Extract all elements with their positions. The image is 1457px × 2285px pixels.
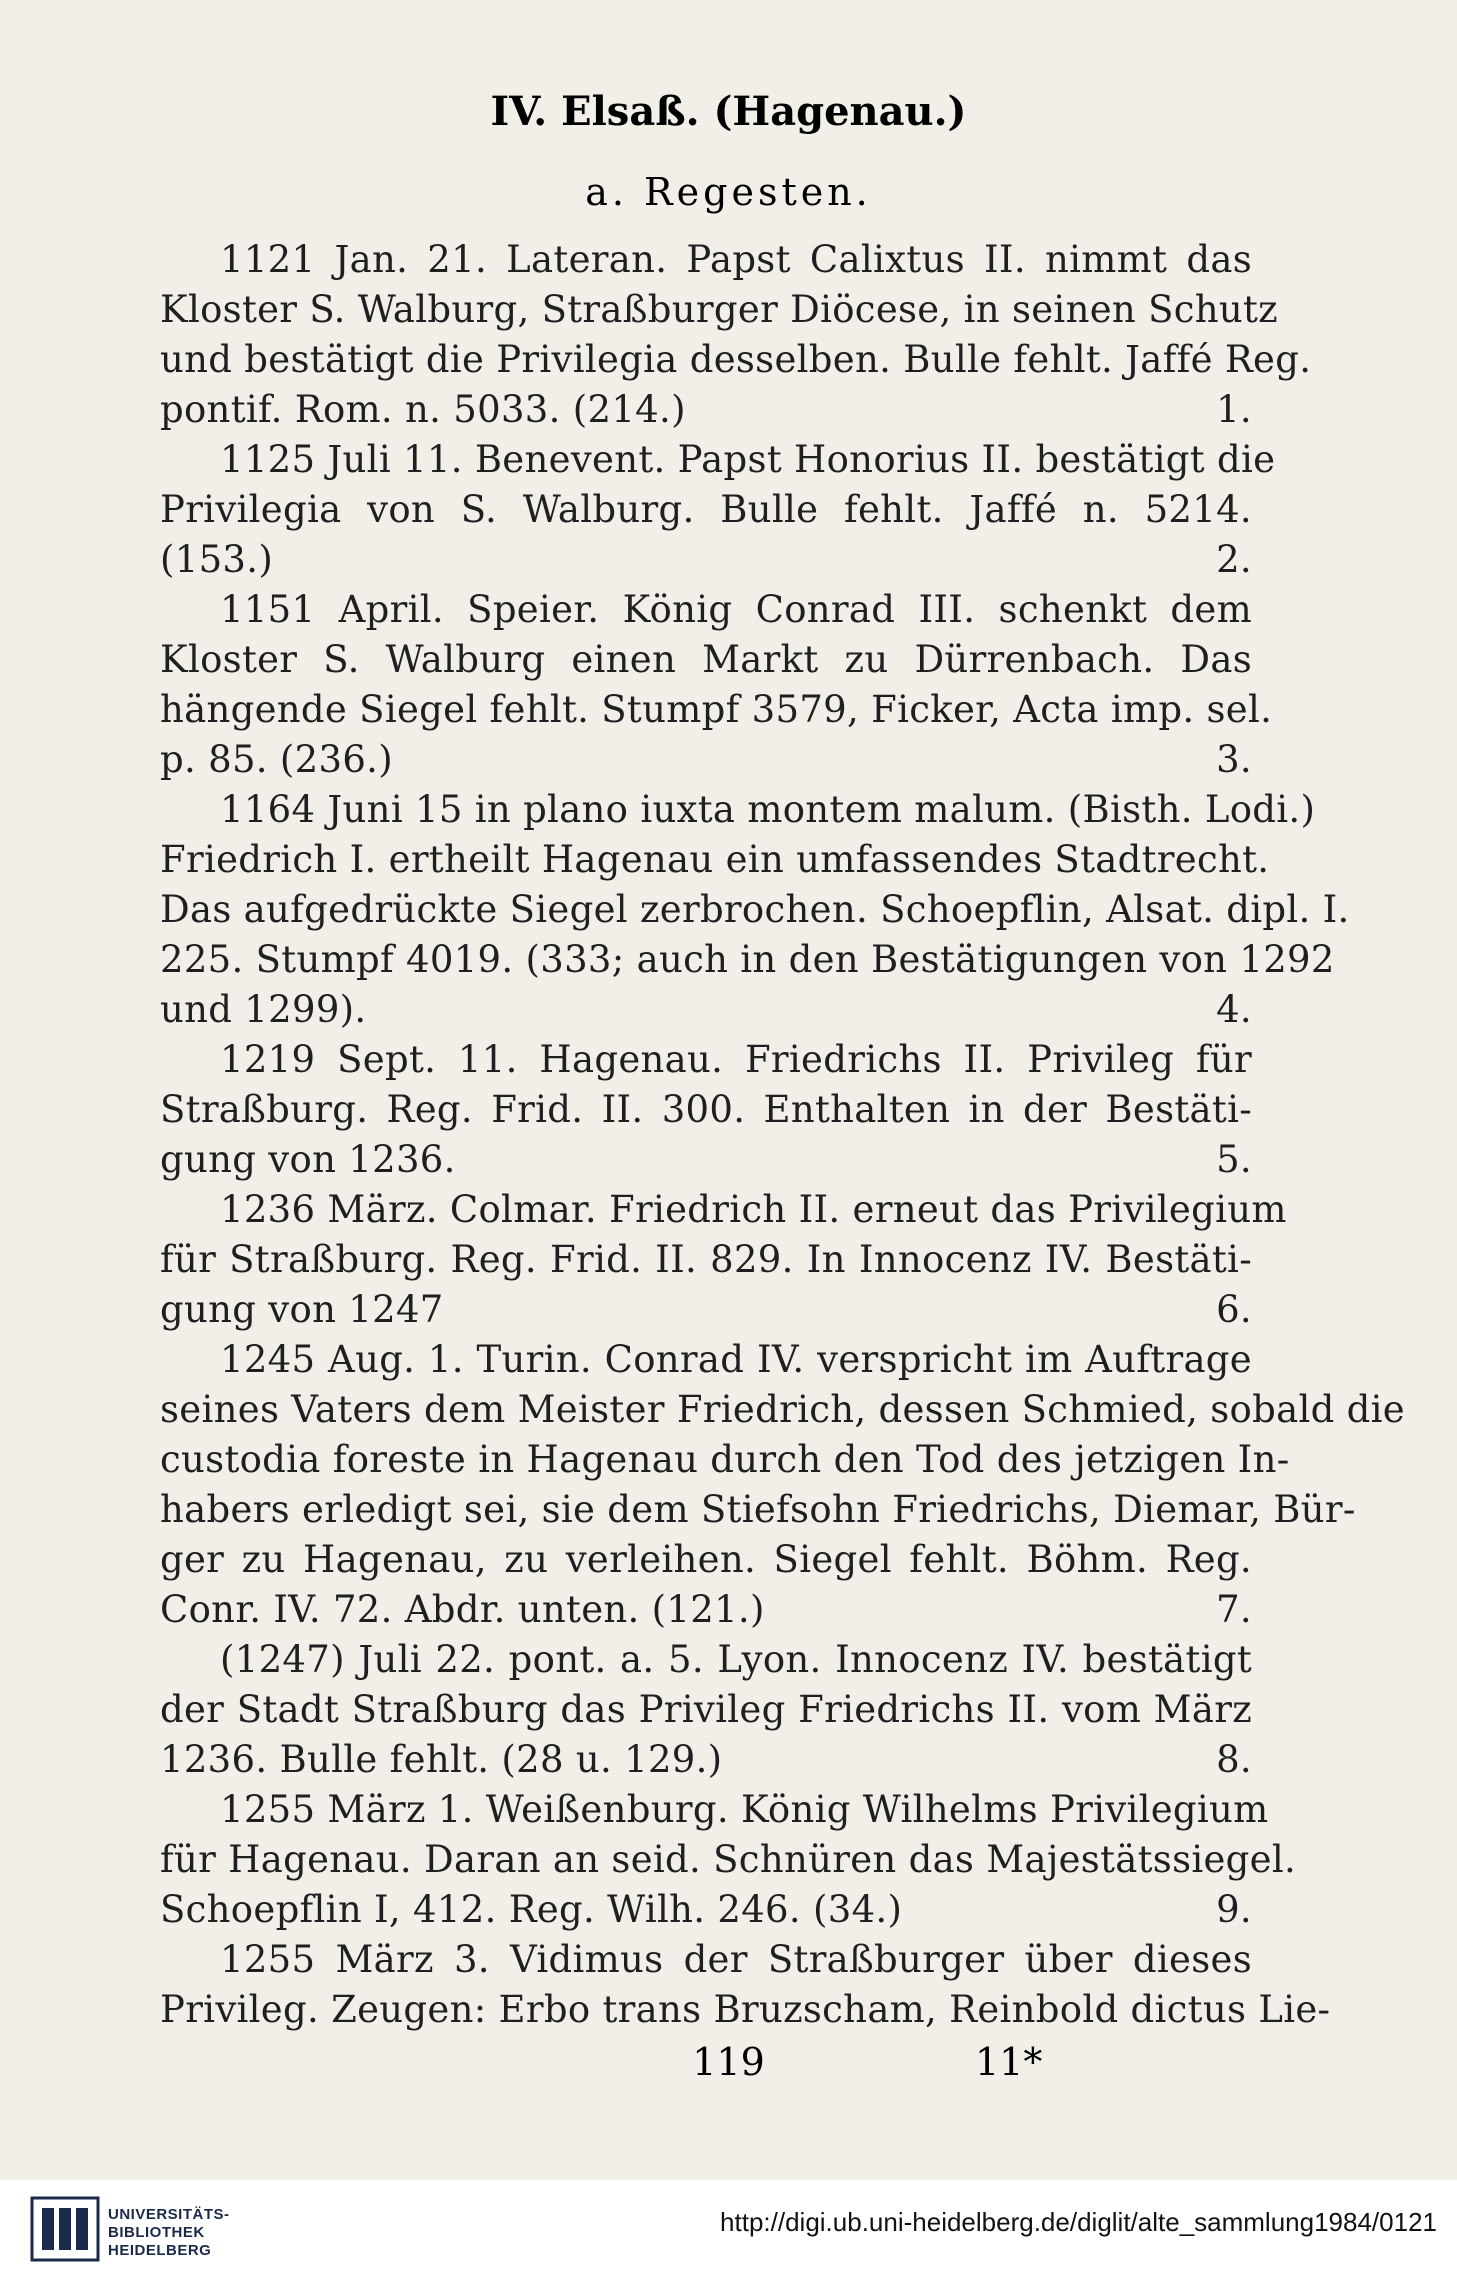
text-line: 1245 Aug. 1. Turin. Conrad IV. verspricht im Auftrage xyxy=(220,1338,1252,1381)
text-line: Das aufgedrückte Siegel zerbrochen. Schoepflin, Alsat. dipl. I. xyxy=(160,888,1350,931)
signature-mark: 11* xyxy=(975,2040,1043,2084)
entry-last-line xyxy=(160,1585,1252,1635)
text-line: custodia foreste in Hagenau durch den Tod des jetzigen In- xyxy=(160,1438,1290,1481)
text-line: Kloster S. Walburg einen Markt zu Dürrenbach. Das xyxy=(160,638,1252,681)
page-number: 119 xyxy=(692,2040,765,2084)
page-title: IV. Elsaß. (Hagenau.) xyxy=(490,88,967,135)
source-url-link[interactable]: http://digi.ub.uni-heidelberg.de/diglit/alte_sammlung1984/0121 xyxy=(720,2207,1437,2237)
text-line: 1125 Juli 11. Benevent. Papst Honorius II. bestätigt die xyxy=(220,438,1276,481)
entry-last-line xyxy=(160,1285,1252,1335)
entry-last-line xyxy=(160,735,1252,785)
text-line: Conr. IV. 72. Abdr. unten. (121.) xyxy=(160,1588,765,1631)
text-line: für Hagenau. Daran an seid. Schnüren das Majestätssiegel. xyxy=(160,1838,1297,1881)
text-line: Straßburg. Reg. Frid. II. 300. Enthalten in der Bestäti- xyxy=(160,1088,1252,1131)
entry-last-line xyxy=(160,535,1252,585)
text-line: gung von 1247 xyxy=(160,1288,444,1331)
entry-number: 5. xyxy=(1216,1138,1252,1181)
text-line: Schoepflin I, 412. Reg. Wilh. 246. (34.) xyxy=(160,1888,903,1931)
entry-number: 2. xyxy=(1216,538,1252,581)
entry-number: 9. xyxy=(1216,1888,1252,1931)
library-name-line: HEIDELBERG xyxy=(108,2242,212,2259)
university-logo-icon xyxy=(30,2196,100,2262)
text-line: Kloster S. Walburg, Straßburger Diöcese, in seinen Schutz xyxy=(160,288,1278,331)
entry-last-line xyxy=(160,985,1252,1035)
text-line: 1236. Bulle fehlt. (28 u. 129.) xyxy=(160,1738,723,1781)
text-line: p. 85. (236.) xyxy=(160,738,393,781)
library-name-line: BIBLIOTHEK xyxy=(108,2224,205,2241)
text-line: und 1299). xyxy=(160,988,367,1031)
entry-last-line xyxy=(160,1735,1252,1785)
text-line: für Straßburg. Reg. Frid. II. 829. In Innocenz IV. Bestäti- xyxy=(160,1238,1252,1281)
text-line: der Stadt Straßburg das Privileg Friedrichs II. vom März xyxy=(160,1688,1252,1731)
entry-number: 8. xyxy=(1216,1738,1252,1781)
text-line: 1236 März. Colmar. Friedrich II. erneut das Privilegium xyxy=(220,1188,1287,1231)
entry-last-line xyxy=(160,1885,1252,1935)
text-line: 1121 Jan. 21. Lateran. Papst Calixtus II. nimmt das xyxy=(220,238,1252,281)
viewer-footer xyxy=(0,2180,1457,2285)
text-line: ger zu Hagenau, zu verleihen. Siegel fehlt. Böhm. Reg. xyxy=(160,1538,1252,1581)
text-line: pontif. Rom. n. 5033. (214.) xyxy=(160,388,686,431)
text-line: gung von 1236. xyxy=(160,1138,456,1181)
text-line: seines Vaters dem Meister Friedrich, dessen Schmied, sobald die xyxy=(160,1388,1405,1431)
entry-number: 3. xyxy=(1216,738,1252,781)
entry-last-line xyxy=(160,1135,1252,1185)
entry-number: 6. xyxy=(1216,1288,1252,1331)
section-subtitle: a. Regesten. xyxy=(585,170,872,214)
entry-last-line xyxy=(160,385,1252,435)
entry-number: 1. xyxy=(1216,388,1252,431)
entry-number: 4. xyxy=(1216,988,1252,1031)
text-line: 1164 Juni 15 in plano iuxta montem malum. (Bisth. Lodi.) xyxy=(220,788,1316,831)
text-line: 1219 Sept. 11. Hagenau. Friedrichs II. Privileg für xyxy=(220,1038,1252,1081)
text-line: Friedrich I. ertheilt Hagenau ein umfassendes Stadtrecht. xyxy=(160,838,1270,881)
text-line: 225. Stumpf 4019. (333; auch in den Bestätigungen von 1292 xyxy=(160,938,1335,981)
text-line: (1247) Juli 22. pont. a. 5. Lyon. Innocenz IV. bestätigt xyxy=(220,1638,1252,1681)
text-line: und bestätigt die Privilegia desselben. Bulle fehlt. Jaffé Reg. xyxy=(160,338,1312,381)
entry-number: 7. xyxy=(1216,1588,1252,1631)
text-line: 1255 März 1. Weißenburg. König Wilhelms Privilegium xyxy=(220,1788,1269,1831)
text-line: (153.) xyxy=(160,538,274,581)
text-line: Privileg. Zeugen: Erbo trans Bruzscham, Reinbold dictus Lie- xyxy=(160,1988,1331,2031)
text-line: 1151 April. Speier. König Conrad III. schenkt dem xyxy=(220,588,1252,631)
text-line: 1255 März 3. Vidimus der Straßburger über dieses xyxy=(220,1938,1252,1981)
text-line: habers erledigt sei, sie dem Stiefsohn Friedrichs, Diemar, Bür- xyxy=(160,1488,1356,1531)
text-line: hängende Siegel fehlt. Stumpf 3579, Ficker, Acta imp. sel. xyxy=(160,688,1273,731)
library-name-line: UNIVERSITÄTS- xyxy=(108,2206,230,2223)
text-line: Privilegia von S. Walburg. Bulle fehlt. Jaffé n. 5214. xyxy=(160,488,1252,531)
